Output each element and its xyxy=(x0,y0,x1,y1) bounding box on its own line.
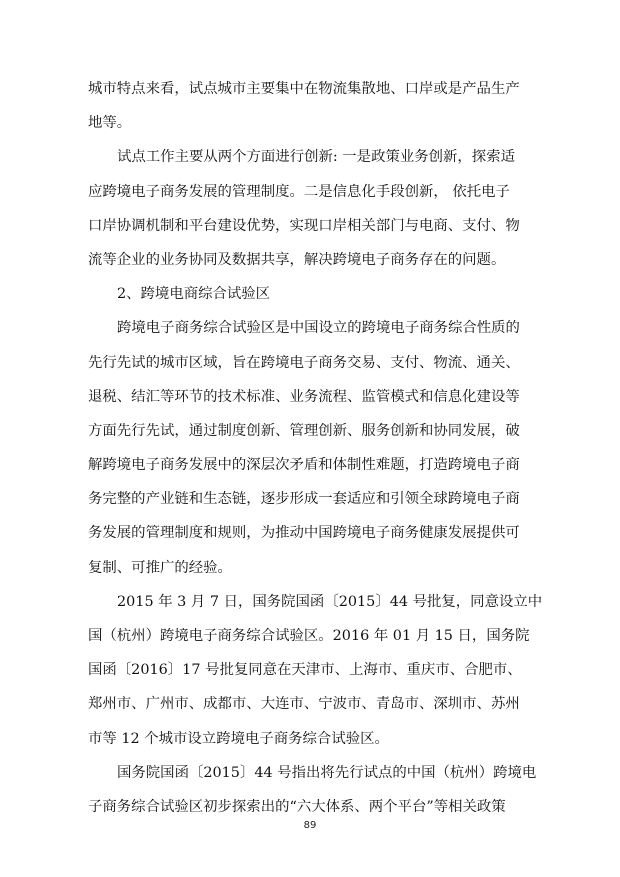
text-line: 复制、可推广的经验。 xyxy=(88,559,232,576)
text-line: 城市特点来看，试点城市主要集中在物流集散地、口岸或是产品生产 xyxy=(88,81,520,97)
text-line: 地等。 xyxy=(88,115,132,132)
text-line: 郑州市、广州市、成都市、大连市、宁波市、青岛市、深圳市、苏州 xyxy=(88,696,520,713)
text-line: 先行先试的城市区域，旨在跨境电子商务交易、支付、物流、通关、 xyxy=(88,354,520,371)
text-line: 务发展的管理制度和规则，为推动中国跨境电子商务健康发展提供可 xyxy=(88,525,520,542)
text-line: 退税、结汇等环节的技术标准、业务流程、监管模式和信息化建设等 xyxy=(88,388,520,405)
text-line: 口岸协调机制和平台建设优势，实现口岸相关部门与电商、支付、物 xyxy=(88,217,520,234)
paragraph-start-line: 2015 年 3 月 7 日，国务院国函〔2015〕44 号批复，同意设立中 xyxy=(117,593,543,610)
section-heading: 2、跨境电商综合试验区 xyxy=(117,286,271,303)
paragraph-start-line: 跨境电子商务综合试验区是中国设立的跨境电子商务综合性质的 xyxy=(117,320,520,337)
text-line: 应跨境电子商务发展的管理制度。二是信息化手段创新， 依托电子 xyxy=(88,183,510,200)
text-line: 方面先行先试，通过制度创新、管理创新、服务创新和协同发展，破 xyxy=(88,422,520,439)
text-line: 市等 12 个城市设立跨境电子商务综合试验区。 xyxy=(88,730,389,747)
text-line: 流等企业的业务协同及数据共享，解决跨境电子商务存在的问题。 xyxy=(88,251,506,268)
text-line: 解跨境电子商务发展中的深层次矛盾和体制性难题，打造跨境电子商 xyxy=(88,457,520,474)
text-line: 国函〔2016〕17 号批复同意在天津市、上海市、重庆市、合肥市、 xyxy=(88,662,522,679)
text-line: 子商务综合试验区初步探索出的“六大体系、两个平台”等相关政策 xyxy=(88,798,506,815)
paragraph-start-line: 国务院国函〔2015〕44 号指出将先行试点的中国（杭州）跨境电 xyxy=(117,764,537,781)
page-number: 89 xyxy=(303,820,317,831)
body-text xyxy=(88,72,543,824)
paragraph-start-line: 试点工作主要从两个方面进行创新: 一是政策业务创新，探索适 xyxy=(117,149,515,166)
text-line: 国（杭州）跨境电子商务综合试验区。2016 年 01 月 15 日，国务院 xyxy=(88,628,530,644)
text-line: 务完整的产业链和生态链，逐步形成一套适应和引领全球跨境电子商 xyxy=(88,491,520,508)
